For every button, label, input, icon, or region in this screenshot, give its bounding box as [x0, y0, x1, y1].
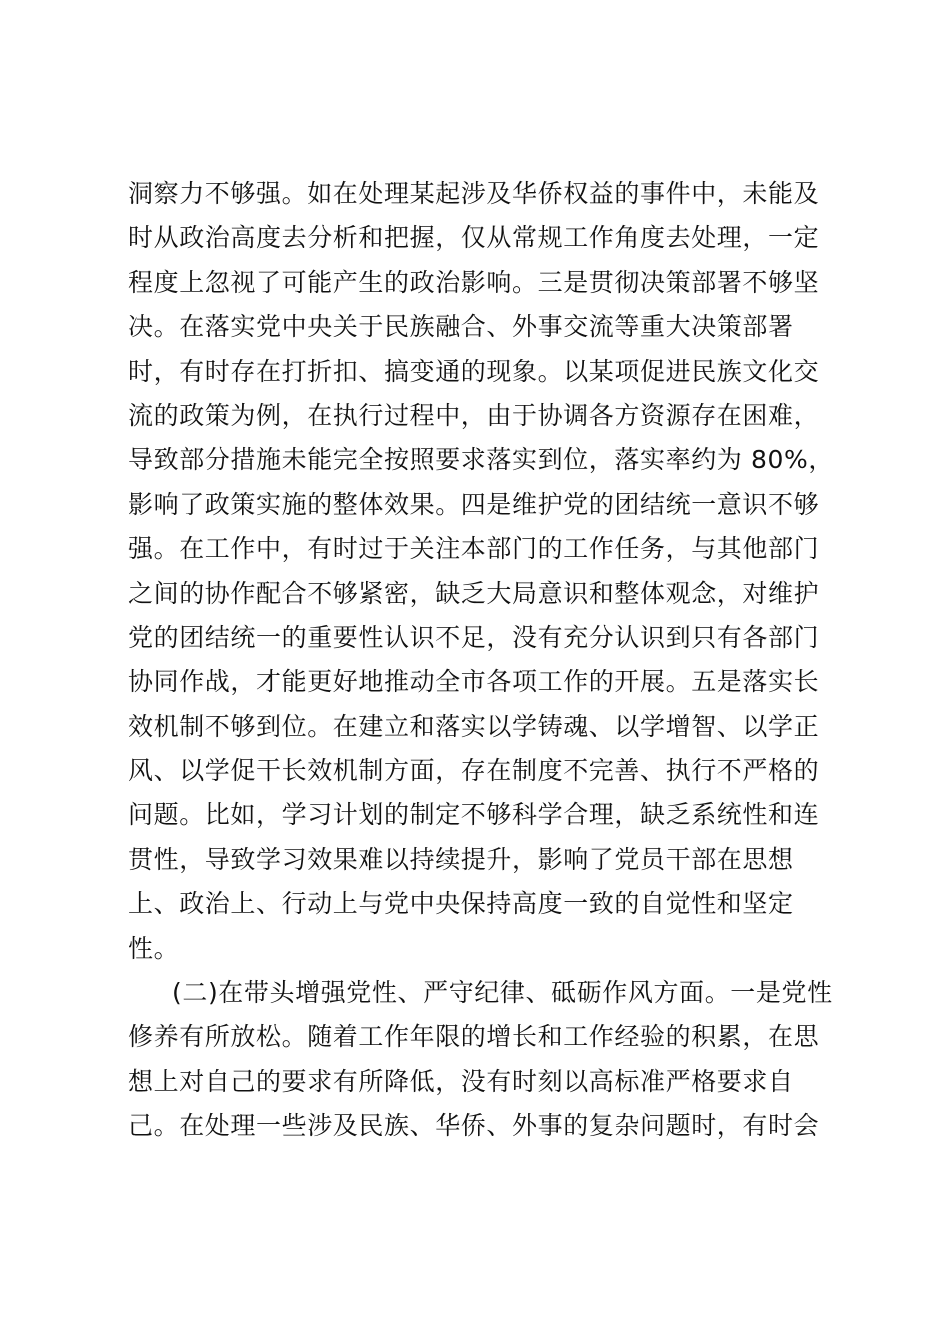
text-line: 程度上忽视了可能产生的政治影响。三是贯彻决策部署不够坚 — [128, 267, 820, 297]
text-line: 决。在落实党中央关于民族融合、外事交流等重大决策部署 — [128, 312, 794, 342]
text-line: 风、以学促干长效机制方面，存在制度不完善、执行不严格的 — [128, 756, 820, 786]
text-line: 贯性，导致学习效果难以持续提升，影响了党员干部在思想 — [128, 844, 794, 874]
text-line: 己。在处理一些涉及民族、华侨、外事的复杂问题时，有时会 — [128, 1111, 820, 1141]
text-line: 问题。比如，学习计划的制定不够科学合理，缺乏系统性和连 — [128, 800, 820, 830]
text-line: 之间的协作配合不够紧密，缺乏大局意识和整体观念，对维护 — [128, 578, 820, 608]
text-line: 时从政治高度去分析和把握，仅从常规工作角度去处理，一定 — [128, 223, 820, 253]
text-line: 上、政治上、行动上与党中央保持高度一致的自觉性和坚定 — [128, 889, 794, 919]
text-line: 协同作战，才能更好地推动全市各项工作的开展。五是落实长 — [128, 667, 820, 697]
text-line: 党的团结统一的重要性认识不足，没有充分认识到只有各部门 — [128, 622, 820, 652]
section-heading-line: (二)在带头增强党性、严守纪律、砥砺作风方面。一是党性 — [172, 978, 833, 1008]
document-body — [128, 172, 834, 1149]
text-line: 影响了政策实施的整体效果。四是维护党的团结统一意识不够 — [128, 489, 820, 519]
text-line: 洞察力不够强。如在处理某起涉及华侨权益的事件中，未能及 — [128, 179, 820, 208]
text-line: 效机制不够到位。在建立和落实以学铸魂、以学增智、以学正 — [128, 711, 820, 741]
text-line: 修养有所放松。随着工作年限的增长和工作经验的积累，在思 — [128, 1022, 820, 1052]
text-line: 强。在工作中，有时过于关注本部门的工作任务，与其他部门 — [128, 534, 820, 564]
text-line: 导致部分措施未能完全按照要求落实到位，落实率约为 80%， — [128, 445, 834, 475]
text-line: 想上对自己的要求有所降低，没有时刻以高标准严格要求自 — [128, 1066, 794, 1096]
text-line: 性。 — [128, 933, 180, 963]
text-line: 流的政策为例，在执行过程中，由于协调各方资源存在困难， — [128, 400, 820, 430]
text-line: 时，有时存在打折扣、搞变通的现象。以某项促进民族文化交 — [128, 356, 820, 386]
